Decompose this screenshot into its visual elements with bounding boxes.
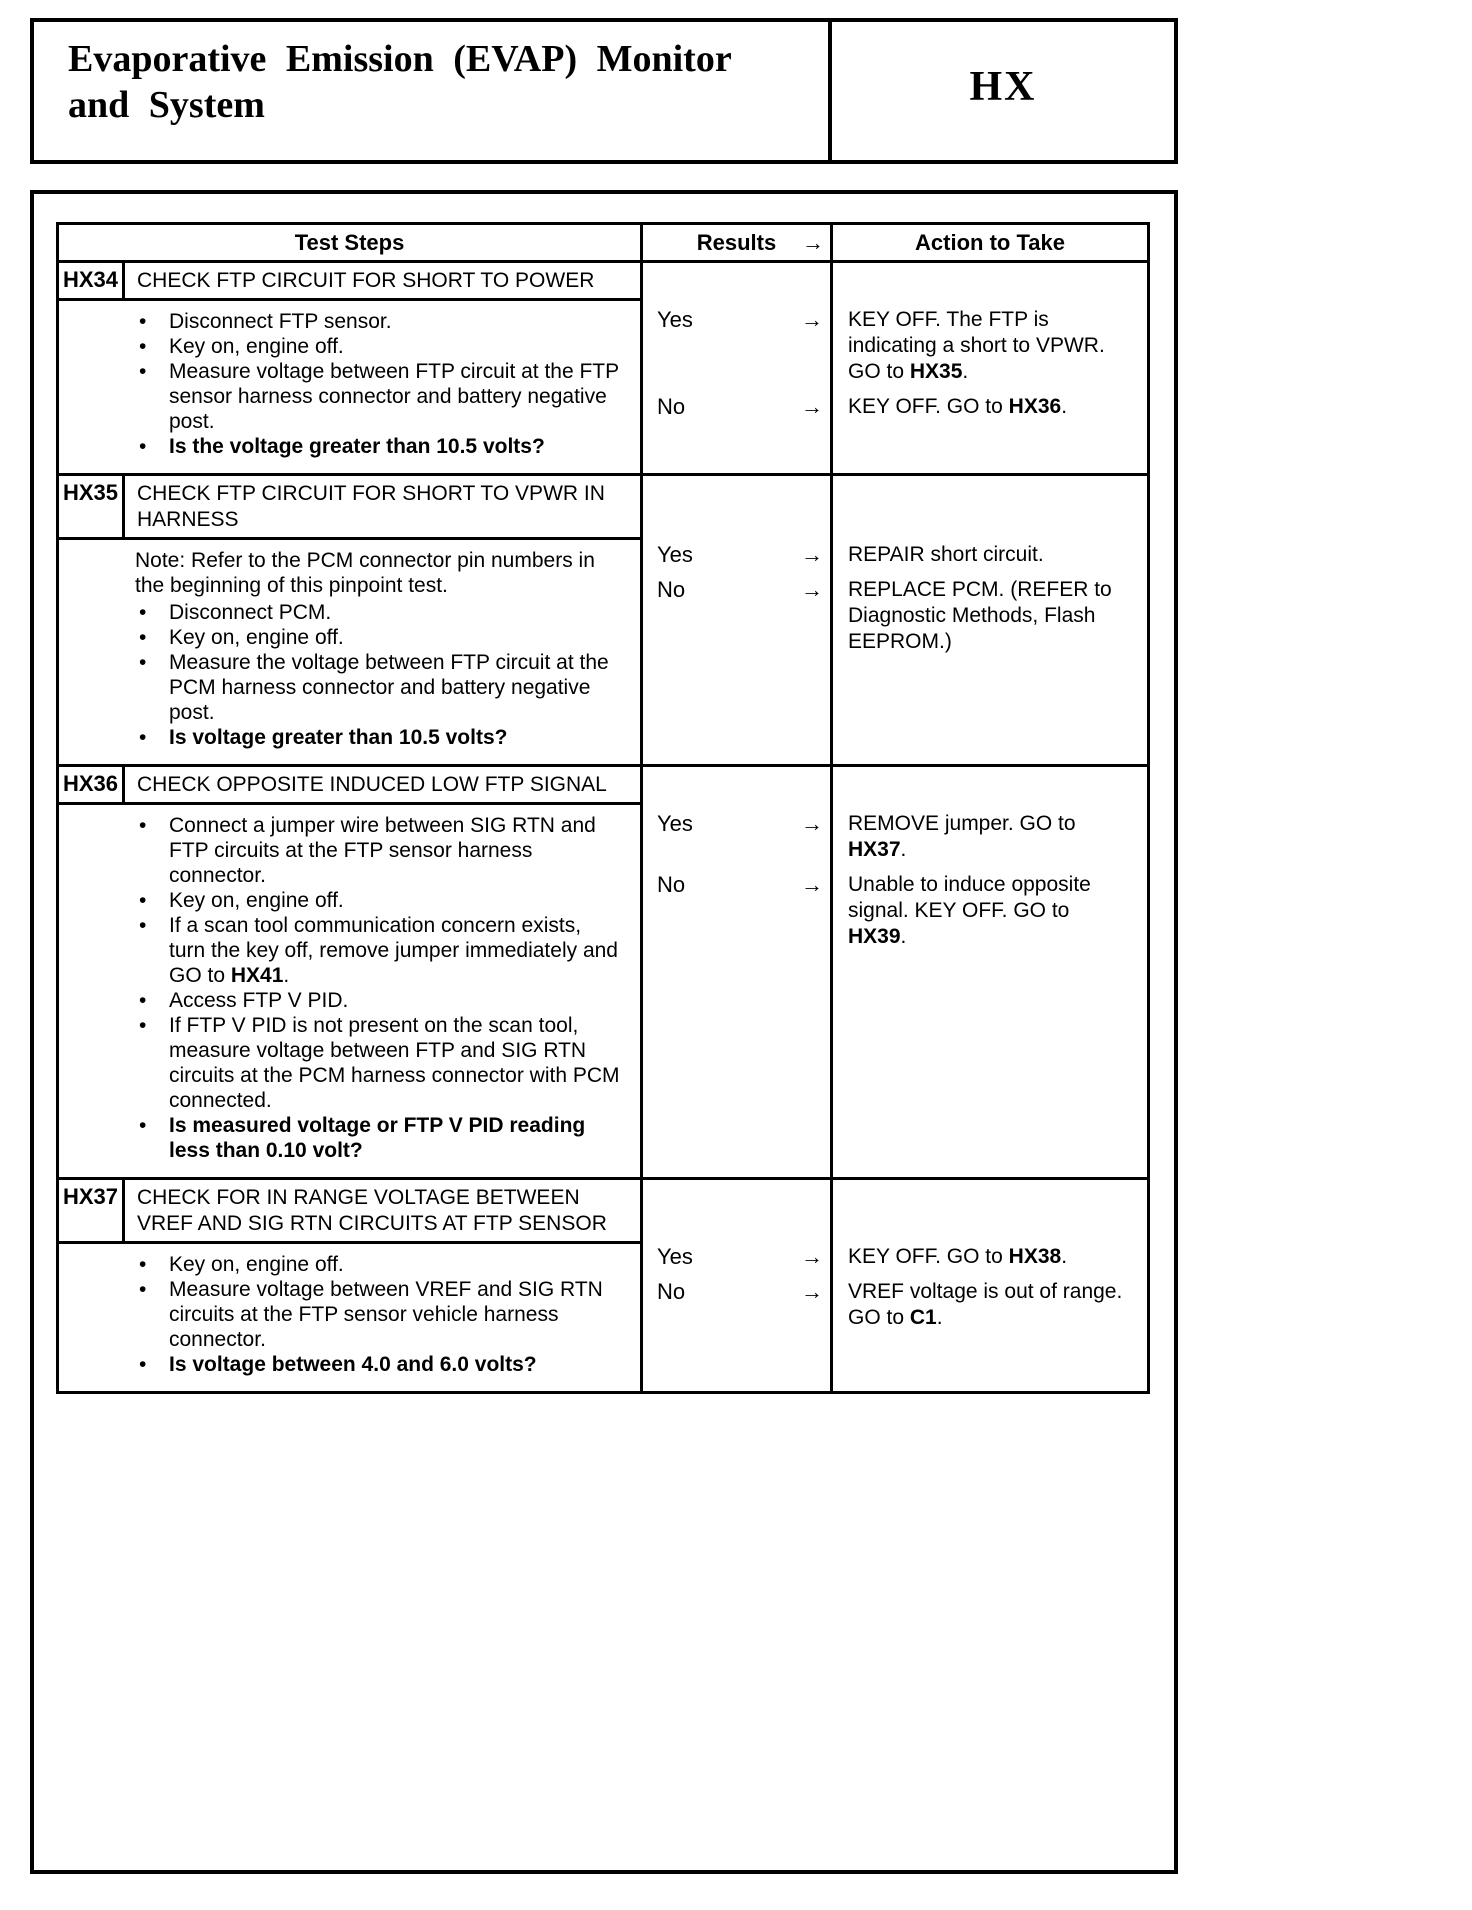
test-title: CHECK FOR IN RANGE VOLTAGE BETWEEN VREF AND SIG RTN CIRCUITS AT FTP SENSOR bbox=[137, 1186, 607, 1235]
bold-text: Is the voltage greater than 10.5 volts? bbox=[169, 435, 545, 458]
result-cell bbox=[643, 1279, 833, 1331]
step-item bbox=[135, 1252, 622, 1277]
step-text bbox=[169, 813, 622, 888]
result-row bbox=[643, 1244, 1147, 1270]
test-header bbox=[59, 263, 640, 301]
step-item bbox=[135, 309, 622, 334]
step-item bbox=[135, 813, 622, 888]
text-segment: Disconnect FTP sensor. bbox=[169, 310, 392, 333]
bullet-icon: • bbox=[139, 814, 147, 837]
step-item bbox=[135, 988, 622, 1013]
test-reference: HX37 bbox=[848, 838, 901, 861]
text-segment: If a scan tool communication concern exists, turn the key off, remove jumper immediately and GO to bbox=[169, 914, 618, 987]
result-cell bbox=[643, 307, 833, 385]
step-item bbox=[135, 434, 622, 459]
result-row bbox=[643, 577, 1147, 655]
arrow-icon: → bbox=[801, 577, 823, 602]
pinpoint-test-table bbox=[56, 222, 1150, 1394]
bullet-icon: • bbox=[139, 1114, 147, 1137]
arrow-icon: → bbox=[801, 872, 823, 897]
step-item bbox=[135, 725, 622, 750]
test-reference: C1 bbox=[909, 1306, 937, 1329]
text-segment: VREF voltage is out of range. GO to bbox=[848, 1280, 1123, 1329]
test-title: CHECK FTP CIRCUIT FOR SHORT TO VPWR IN HARNESS bbox=[137, 482, 605, 531]
column-header-test-steps: Test Steps bbox=[59, 225, 643, 260]
test-steps-list bbox=[59, 540, 640, 764]
spacer bbox=[643, 263, 1147, 307]
document-header bbox=[30, 18, 1178, 164]
result-label: No bbox=[657, 577, 686, 602]
test-header bbox=[59, 1180, 640, 1244]
step-item bbox=[135, 888, 622, 913]
text-segment: KEY OFF. GO to bbox=[848, 395, 1009, 418]
text-segment: . bbox=[900, 925, 907, 948]
test-title: CHECK OPPOSITE INDUCED LOW FTP SIGNAL bbox=[137, 773, 607, 796]
result-label: Yes bbox=[657, 542, 693, 567]
spacer bbox=[643, 1180, 1147, 1244]
action-cell bbox=[833, 577, 1147, 655]
test-block-hx36 bbox=[59, 764, 1147, 1177]
text-segment: Measure voltage between VREF and SIG RTN circuits at the FTP sensor vehicle harness connector. bbox=[169, 1278, 603, 1351]
result-row bbox=[643, 811, 1147, 863]
test-steps-list bbox=[59, 1244, 640, 1391]
step-text bbox=[169, 888, 622, 913]
step-text bbox=[169, 334, 622, 359]
action-cell bbox=[833, 811, 1147, 863]
text-segment: Key on, engine off. bbox=[169, 1253, 344, 1276]
results-action-area bbox=[643, 476, 1147, 764]
bullet-icon: • bbox=[139, 435, 147, 458]
test-steps-list bbox=[59, 301, 640, 473]
test-steps-list bbox=[59, 805, 640, 1177]
result-row bbox=[643, 307, 1147, 385]
bullet-icon: • bbox=[139, 889, 147, 912]
step-item bbox=[135, 334, 622, 359]
test-id: HX36 bbox=[59, 767, 125, 802]
bullet-icon: • bbox=[139, 310, 147, 333]
text-segment: . bbox=[1061, 1245, 1068, 1268]
result-cell bbox=[643, 811, 833, 863]
page-title-line-1: Evaporative Emission (EVAP) Monitor bbox=[68, 38, 732, 80]
text-segment: REMOVE jumper. GO to bbox=[848, 812, 1076, 835]
text-segment: . bbox=[936, 1306, 943, 1329]
results-action-area bbox=[643, 1180, 1147, 1391]
text-segment: Connect a jumper wire between SIG RTN and FTP circuits at the FTP sensor harness connector. bbox=[169, 814, 596, 887]
results-action-area bbox=[643, 263, 1147, 473]
bullet-icon: • bbox=[139, 914, 147, 937]
step-text bbox=[169, 725, 622, 750]
step-text bbox=[169, 988, 622, 1013]
results-action-area bbox=[643, 767, 1147, 1177]
action-cell bbox=[833, 542, 1147, 568]
test-block-hx34 bbox=[59, 263, 1147, 473]
text-segment: Key on, engine off. bbox=[169, 335, 344, 358]
column-header-results bbox=[643, 225, 833, 260]
text-segment: REPAIR short circuit. bbox=[848, 543, 1044, 566]
bullet-icon: • bbox=[139, 601, 147, 624]
text-segment: Measure the voltage between FTP circuit at the PCM harness connector and battery negative post. bbox=[169, 651, 609, 724]
test-reference: HX41 bbox=[230, 964, 284, 987]
bullet-icon: • bbox=[139, 1353, 147, 1376]
test-steps-cell bbox=[59, 263, 643, 473]
text-segment: Measure voltage between FTP circuit at the FTP sensor harness connector and battery negative post. bbox=[169, 360, 619, 433]
test-steps-cell bbox=[59, 476, 643, 764]
step-text bbox=[169, 1252, 622, 1277]
text-segment: REPLACE PCM. (REFER to Diagnostic Methods, Flash EEPROM.) bbox=[848, 578, 1112, 653]
note-text: Note: Refer to the PCM connector pin numbers in the beginning of this pinpoint test. bbox=[135, 549, 595, 597]
text-segment: . bbox=[283, 964, 290, 987]
step-item bbox=[135, 913, 622, 988]
result-cell bbox=[643, 1244, 833, 1270]
step-text bbox=[169, 309, 622, 334]
text-segment: KEY OFF. GO to bbox=[848, 1245, 1009, 1268]
result-cell bbox=[643, 577, 833, 655]
step-text bbox=[169, 1013, 622, 1113]
test-header bbox=[59, 767, 640, 805]
action-cell bbox=[833, 872, 1147, 950]
bullet-icon: • bbox=[139, 1253, 147, 1276]
action-cell bbox=[833, 1244, 1147, 1270]
test-reference: HX38 bbox=[1008, 1245, 1062, 1268]
test-id: HX37 bbox=[59, 1180, 125, 1241]
result-row bbox=[643, 394, 1147, 420]
result-label: Yes bbox=[657, 811, 693, 836]
step-text bbox=[169, 913, 622, 988]
page-title-line-2: and System bbox=[68, 84, 265, 126]
spacer bbox=[643, 476, 1147, 542]
test-block-hx35 bbox=[59, 473, 1147, 764]
step-text bbox=[169, 434, 622, 459]
arrow-icon: → bbox=[801, 811, 823, 836]
step-text bbox=[169, 625, 622, 650]
step-item bbox=[135, 1352, 622, 1377]
bullet-icon: • bbox=[139, 335, 147, 358]
text-segment: If FTP V PID is not present on the scan tool, measure voltage between FTP and SIG RTN circuits at the PCM harness connector with PCM connected. bbox=[169, 1014, 620, 1112]
text-segment: Access FTP V PID. bbox=[169, 989, 349, 1012]
test-id: HX35 bbox=[59, 476, 125, 537]
action-cell bbox=[833, 1279, 1147, 1331]
result-cell bbox=[643, 542, 833, 568]
result-row bbox=[643, 542, 1147, 568]
bullet-icon: • bbox=[139, 360, 147, 383]
step-item bbox=[135, 1013, 622, 1113]
step-item bbox=[135, 1113, 622, 1163]
text-segment: Disconnect PCM. bbox=[169, 601, 332, 624]
step-text bbox=[169, 650, 622, 725]
bullet-icon: • bbox=[139, 626, 147, 649]
bullet-icon: • bbox=[139, 1014, 147, 1037]
step-text bbox=[169, 359, 622, 434]
result-cell bbox=[643, 872, 833, 950]
arrow-icon: → bbox=[802, 230, 824, 255]
text-segment: . bbox=[1061, 395, 1068, 418]
result-label: No bbox=[657, 1279, 686, 1304]
main-content-box bbox=[30, 190, 1178, 1874]
bold-text: Is measured voltage or FTP V PID reading less than 0.10 volt? bbox=[169, 1114, 586, 1162]
test-steps-cell bbox=[59, 767, 643, 1177]
action-cell bbox=[833, 394, 1147, 420]
result-label: No bbox=[657, 872, 686, 897]
test-reference: HX39 bbox=[848, 925, 901, 948]
result-row bbox=[643, 1279, 1147, 1331]
result-label: Yes bbox=[657, 307, 693, 332]
step-item bbox=[135, 650, 622, 725]
arrow-icon: → bbox=[801, 394, 823, 419]
results-header-label: Results bbox=[696, 230, 777, 255]
step-item bbox=[135, 600, 622, 625]
test-title: CHECK FTP CIRCUIT FOR SHORT TO POWER bbox=[137, 269, 595, 292]
test-id: HX34 bbox=[59, 263, 125, 298]
step-text bbox=[169, 1277, 622, 1352]
arrow-icon: → bbox=[801, 1244, 823, 1269]
text-segment: KEY OFF. The FTP is indicating a short to VPWR. GO to bbox=[848, 308, 1105, 383]
step-item bbox=[135, 359, 622, 434]
spacer bbox=[643, 767, 1147, 811]
result-row bbox=[643, 872, 1147, 950]
test-reference: HX36 bbox=[1008, 395, 1062, 418]
bullet-icon: • bbox=[139, 726, 147, 749]
text-segment: . bbox=[900, 838, 907, 861]
column-header-action: Action to Take bbox=[915, 230, 1065, 255]
action-cell bbox=[833, 307, 1147, 385]
document-code: HX bbox=[969, 64, 1037, 110]
table-header-row bbox=[59, 225, 1147, 263]
arrow-icon: → bbox=[801, 307, 823, 332]
test-reference: HX35 bbox=[909, 360, 963, 383]
bullet-icon: • bbox=[139, 989, 147, 1012]
test-block-hx37 bbox=[59, 1177, 1147, 1391]
step-text bbox=[169, 1113, 622, 1163]
step-text bbox=[169, 1352, 622, 1377]
text-segment: Unable to induce opposite signal. KEY OFF. GO to bbox=[848, 873, 1091, 922]
step-item bbox=[135, 1277, 622, 1352]
bold-text: Is voltage between 4.0 and 6.0 volts? bbox=[169, 1353, 537, 1376]
text-segment: Key on, engine off. bbox=[169, 889, 344, 912]
step-item bbox=[135, 625, 622, 650]
test-header bbox=[59, 476, 640, 540]
text-segment: Key on, engine off. bbox=[169, 626, 344, 649]
result-label: Yes bbox=[657, 1244, 693, 1269]
bullet-icon: • bbox=[139, 1278, 147, 1301]
test-steps-cell bbox=[59, 1180, 643, 1391]
result-cell bbox=[643, 394, 833, 420]
text-segment: . bbox=[962, 360, 969, 383]
result-label: No bbox=[657, 394, 686, 419]
bold-text: Is voltage greater than 10.5 volts? bbox=[169, 726, 508, 749]
step-text bbox=[169, 600, 622, 625]
arrow-icon: → bbox=[801, 542, 823, 567]
page-title-cell bbox=[34, 22, 832, 160]
bullet-icon: • bbox=[139, 651, 147, 674]
arrow-icon: → bbox=[801, 1279, 823, 1304]
